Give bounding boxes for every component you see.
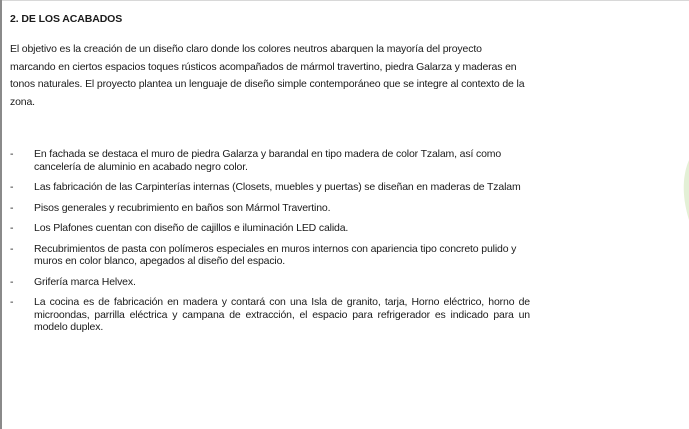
bullet-dash: -: [10, 201, 14, 214]
left-border: [0, 0, 2, 429]
list-item: [10, 148, 530, 173]
bullet-dash: -: [10, 148, 14, 160]
list-item-text: Las fabricación de las Carpinterías internas (Closets, muebles y puertas) se diseñan en maderas de Tzalam: [34, 181, 521, 193]
list-item: [10, 202, 530, 215]
bullet-dash: -: [10, 222, 14, 234]
finishes-list: [10, 148, 530, 342]
intro-paragraph: El objetivo es la creación de un diseño claro donde los colores neutros abarquen la mayoría del proyecto marcando en ciertos espacios toques rústicos acompañados de mármol travertino, piedra Galarza y maderas en tonos naturales. El proyecto plantea un lenguaje de diseño simple contemporáneo que se integre al contexto de la zona.: [10, 43, 525, 108]
list-item-text: Pisos generales y recubrimiento en baños son Mármol Travertino.: [34, 201, 331, 214]
bullet-dash: -: [10, 181, 14, 193]
section-title: 2. DE LOS ACABADOS: [10, 13, 123, 25]
list-item-text: Los Plafones cuentan con diseño de cajillos e iluminación LED calida.: [34, 222, 349, 234]
bullet-dash: -: [10, 242, 14, 255]
list-item: [10, 222, 530, 235]
list-item-text: Grifería marca Helvex.: [34, 275, 136, 288]
top-border: [0, 0, 689, 1]
bullet-dash: -: [10, 296, 14, 308]
list-item: [10, 181, 530, 194]
leaf-shape: [684, 160, 689, 220]
green-leaf-decoration: [679, 160, 689, 220]
list-item: [10, 276, 530, 289]
list-item: [10, 296, 530, 334]
list-item-text: Recubrimientos de pasta con polímeros especiales en muros internos con apariencia tipo concreto pulido y muros en color blanco, apegados al diseño del espacio.: [34, 242, 517, 267]
list-item: [10, 243, 530, 268]
bullet-dash: -: [10, 275, 14, 288]
list-item-text: La cocina es de fabricación en madera y contará con una Isla de granito, tarja, Horno eléctrico, horno de microondas, parrilla eléctrica y campana de extracción, el espacio para refrigerador es indicado para un modelo duplex.: [34, 296, 530, 333]
list-item-text: En fachada se destaca el muro de piedra Galarza y barandal en tipo madera de color Tzalam, así como cancelería de aluminio en acabado negro color.: [34, 148, 502, 173]
